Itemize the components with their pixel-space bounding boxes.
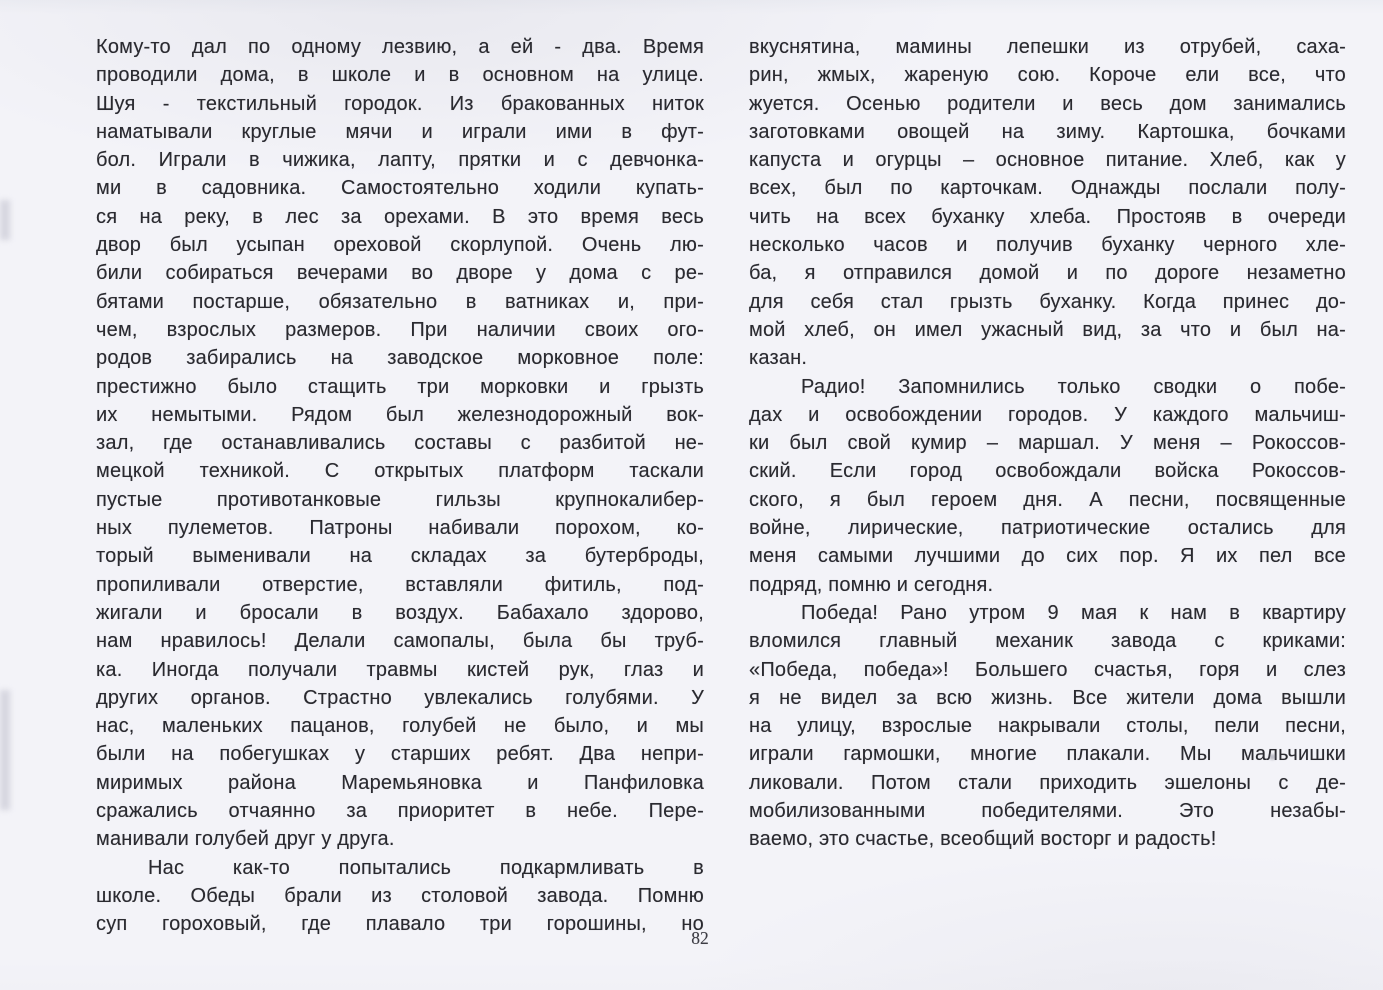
text-line: на улицу, взрослые накрывали столы, пели песни, bbox=[749, 715, 1346, 738]
text-line: зал, где останавливались составы с разбитой не- bbox=[96, 432, 704, 455]
text-line: нам нравилось! Делали самопалы, была бы труб- bbox=[96, 630, 704, 653]
text-line: пропиливали отверстие, вставляли фитиль, под- bbox=[96, 573, 704, 596]
scan-edge-smudge bbox=[0, 690, 10, 810]
text-line: ского, я был героем дня. А песни, посвященные bbox=[749, 488, 1346, 511]
text-line: ба, я отправился домой и по дороге незаметно bbox=[749, 262, 1346, 285]
text-line: престижно было стащить три морковки и грызть bbox=[96, 375, 704, 398]
text-line: чить на всех буханку хлеба. Простояв в очереди bbox=[749, 205, 1346, 228]
text-line: жуется. Осенью родители и весь дом занимались bbox=[749, 92, 1346, 115]
text-line: манивали голубей друг у друга. bbox=[96, 828, 395, 851]
text-line: школе. Обеды брали из столовой завода. Помню bbox=[96, 884, 704, 907]
text-line: Победа! Рано утром 9 мая к нам в квартиру bbox=[801, 601, 1346, 624]
text-line: ликовали. Потом стали приходить эшелоны с де- bbox=[749, 771, 1346, 794]
text-line: Кому-то дал по одному лезвию, а ей - два. Время bbox=[96, 36, 704, 58]
text-line: для себя стал грызть буханку. Когда принес до- bbox=[749, 290, 1346, 313]
text-line: казан. bbox=[749, 347, 808, 370]
text-line: мецкой техникой. С открытых платформ таскали bbox=[96, 460, 704, 483]
text-line: ми в садовника. Самостоятельно ходили купать- bbox=[96, 177, 704, 200]
text-line: вкуснятина, мамины лепешки из отрубей, саха- bbox=[749, 36, 1346, 58]
text-line: были на побегушках у старших ребят. Два непри- bbox=[96, 743, 704, 766]
text-line: суп гороховый, где плавало три горошины, но bbox=[96, 913, 704, 936]
text-line: рин, жмых, жареную сою. Короче ели все, что bbox=[749, 64, 1346, 87]
text-line: мой хлеб, он имел ужасный вид, за что и был на- bbox=[749, 318, 1346, 341]
scan-edge-smudge bbox=[0, 200, 10, 240]
text-line: их немытыми. Рядом был железнодорожный вок- bbox=[96, 403, 704, 426]
text-line: меня самыми лучшими до сих пор. Я их пел все bbox=[749, 545, 1346, 568]
text-line: торый выменивали на складах за бутерброды, bbox=[96, 545, 704, 568]
text-line: играли гармошки, многие плакали. Мы мальчишки bbox=[749, 743, 1346, 766]
text-line: несколько часов и получив буханку черного хле- bbox=[749, 234, 1346, 257]
text-column-right bbox=[749, 33, 1346, 854]
text-line: ных пулеметов. Патроны набивали порохом, ко- bbox=[96, 517, 704, 540]
text-line: подряд, помню и сегодня. bbox=[749, 573, 994, 596]
text-line: пустые противотанковые гильзы крупнокалибер- bbox=[96, 488, 704, 511]
text-line: сражались отчаянно за приоритет в небе. Пере- bbox=[96, 800, 704, 823]
text-line: я не видел за всю жизнь. Все жители дома вышли bbox=[749, 686, 1346, 709]
text-line: всех, был по карточкам. Однажды послали полу- bbox=[749, 177, 1346, 200]
text-line: войне, лирические, патриотические остались для bbox=[749, 517, 1346, 540]
text-line: ский. Если город освобождали войска Рокоссов- bbox=[749, 460, 1346, 483]
text-line: били собираться вечерами во дворе у дома с ре- bbox=[96, 262, 704, 285]
text-line: ваемо, это счастье, всеобщий восторг и радость! bbox=[749, 828, 1217, 851]
text-line: ка. Иногда получали травмы кистей рук, глаз и bbox=[96, 658, 704, 681]
text-line: двор был усыпан ореховой скорлупой. Очень лю- bbox=[96, 234, 704, 257]
text-line: родов забирались на заводское морковное поле: bbox=[96, 347, 704, 370]
text-line: проводили дома, в школе и в основном на улице. bbox=[96, 64, 704, 87]
text-line: Нас как-то попытались подкармливать в bbox=[148, 856, 704, 879]
text-line: Радио! Запомнились только сводки о побе- bbox=[801, 375, 1346, 398]
text-line: ки был свой кумир – маршал. У меня – Рокоссов- bbox=[749, 432, 1346, 455]
text-line: «Победа, победа»! Большего счастья, горя и слез bbox=[749, 658, 1346, 681]
page-number: 82 bbox=[691, 928, 709, 948]
text-line: миримых района Маремьяновка и Панфиловка bbox=[96, 771, 704, 794]
text-line: ся на реку, в лес за орехами. В это время весь bbox=[96, 205, 704, 228]
text-column-left bbox=[96, 33, 704, 939]
text-line: других органов. Страстно увлекались голубями. У bbox=[96, 686, 704, 709]
text-line: Шуя - текстильный городок. Из бракованных ниток bbox=[96, 92, 704, 115]
text-line: заготовками овощей на зиму. Картошка, бочками bbox=[749, 120, 1346, 143]
text-line: чем, взрослых размеров. При наличии своих ого- bbox=[96, 318, 704, 341]
text-line: дах и освобождении городов. У каждого мальчиш- bbox=[749, 403, 1346, 426]
text-line: бол. Играли в чижика, лапту, прятки и с девчонка- bbox=[96, 149, 704, 172]
text-line: нас, маленьких пацанов, голубей не было, и мы bbox=[96, 715, 704, 738]
text-line: капуста и огурцы – основное питание. Хлеб, как у bbox=[749, 149, 1346, 172]
scan-artifact-dot bbox=[1269, 754, 1276, 760]
text-line: наматывали круглые мячи и играли ими в фут- bbox=[96, 120, 704, 143]
text-line: мобилизованными победителями. Это незабы- bbox=[749, 800, 1346, 823]
text-line: вломился главный механик завода с криками: bbox=[749, 630, 1346, 653]
text-line: бятами постарше, обязательно в ватниках и, при- bbox=[96, 290, 704, 313]
text-line: жигали и бросали в воздух. Бабахало здорово, bbox=[96, 601, 704, 624]
